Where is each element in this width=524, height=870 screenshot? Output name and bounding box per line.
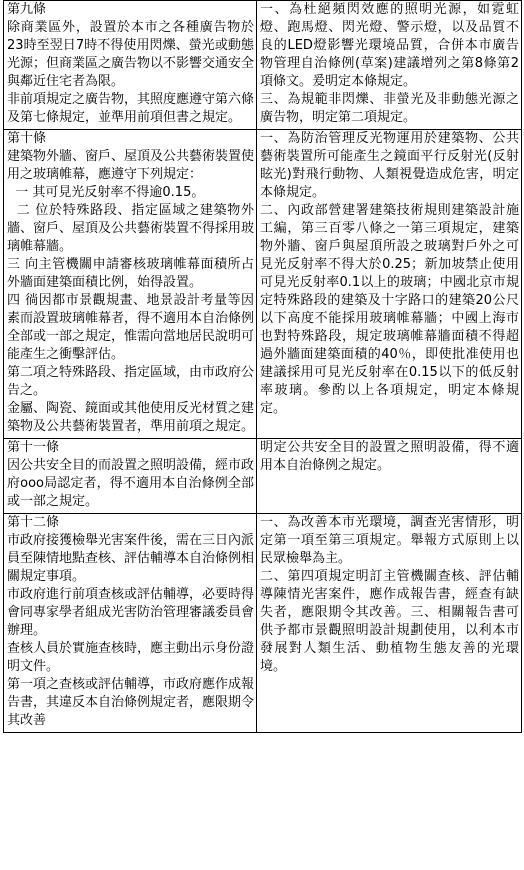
article-item: 三 向主管機關申請審核玻璃帷幕面積所占外牆面建築面積比例，始得設置。 <box>7 257 254 290</box>
explanation-cell <box>257 439 522 514</box>
explanation-paragraph: 一、為杜絕頻閃效應的照明光源，如霓虹燈、跑馬燈、閃光燈、警示燈，以及品質不良的LED燈影響光環境品質，合併本市廣告物管理自治條例(草案)建議增列之第8條第2項條文。爰明定本條規定。 <box>260 2 519 89</box>
table-row <box>4 439 522 514</box>
article-paragraph: 建築物外牆、窗戶、屋頂及公共藝術裝置使用之玻璃帷幕，應遵守下列規定： <box>7 149 255 182</box>
explanation-cell <box>257 514 522 733</box>
regulation-comparison-table <box>3 0 522 733</box>
article-cell <box>4 514 257 733</box>
article-item: 二 位於特殊路段、指定區域之建築物外牆、窗戶、屋頂及公共藝術裝置不得採用玻璃帷幕牆。 <box>7 203 255 254</box>
article-paragraph: 第二項之特殊路段、指定區域，由市政府公告之。 <box>7 365 255 398</box>
explanation-paragraph: 一、為改善本市光環境，調查光害情形，明定第一項至第三項規定。舉報方式原則上以民眾檢舉為主。 <box>260 515 519 566</box>
explanation-paragraph: 二、內政部營建署建築技術規則建築設計施工編，第三百零八條之一第三項規定，建築物外牆、窗戶與屋頂所設之玻璃對戶外之可見光反射率不得大於0.25；新加坡禁止使用可見光反射率0.1以上的玻璃；中國北京市規定特殊路段的建築及十字路口的建築20公尺以下高度不能採用玻璃帷幕牆；中國上海市也對特殊路段，規定玻璃帷幕牆面積不得超過外牆面建築面積的40％，即使批准使用也建議採用可見光反射率在0.15以下的低反射率玻璃。參酌以上各項規定，明定本條規定。 <box>260 203 519 416</box>
article-paragraph: 市政府接獲檢舉光害案件後，需在三日內派員至陳情地點查核、評估輔導本自治條例相關規定事項。 <box>7 533 255 584</box>
article-heading: 第十條 <box>7 131 47 146</box>
explanation-cell <box>257 1 522 130</box>
article-item: 一 其可見光反射率不得逾0.15。 <box>7 185 205 200</box>
article-item: 四 徜因都市景觀規畫、地景設計考量等因素而設置玻璃帷幕者，得不適用本自治條例全部或一部之規定，惟需向當地居民說明可能產生之衝擊評估。 <box>7 293 255 362</box>
table-row <box>4 1 522 130</box>
article-heading: 第九條 <box>7 2 47 17</box>
explanation-cell <box>257 130 522 439</box>
article-paragraph: 非前項規定之廣告物，其照度應遵守第六條及第七條規定，並準用前項但書之規定。 <box>7 92 255 125</box>
table-row <box>4 130 522 439</box>
article-cell <box>4 439 257 514</box>
article-paragraph: 第一項之查核或評估輔導，市政府應作成報告書，其違反本自治條例規定者，應限期令其改善 <box>7 677 255 728</box>
article-paragraph: 金屬、陶瓷、鏡面或其他使用反光材質之建築物及公共藝術裝置者，準用前項之規定。 <box>7 401 255 434</box>
explanation-paragraph: 一、為防治管理反光物運用於建築物、公共藝術裝置所可能產生之鏡面平行反射光(反射眩光)對飛行動物、人類視覺造成危害，明定本條規定。 <box>260 131 519 200</box>
explanation-paragraph: 明定公共安全目的設置之照明設備，得不適用本自治條例之規定。 <box>260 440 519 473</box>
article-paragraph: 因公共安全目的而設置之照明設備，經市政府ooo局認定者，得不適用本自治條例全部或一部之規定。 <box>7 458 255 509</box>
table-row <box>4 514 522 733</box>
article-paragraph: 除商業區外，設置於本市之各種廣告物於23時至翌日7時不得使用閃爍、螢光或動態光源；但商業區之廣告物以不影響交通安全與鄰近住宅者為限。 <box>7 20 255 89</box>
article-paragraph: 查核人員於實施查核時，應主動出示身份證明文件。 <box>7 641 255 674</box>
explanation-paragraph: 三、為規範非閃爍、非螢光及非動態光源之廣告物，明定第二項規定。 <box>260 92 519 125</box>
article-cell <box>4 1 257 130</box>
article-paragraph: 市政府進行前項查核或評估輔導，必要時得會同專家學者組成光害防治管理審議委員會辦理。 <box>7 587 255 638</box>
explanation-paragraph: 二、第四項規定明訂主管機關查核、評估輔導陳情光害案件，應作成報告書，經查有缺失者，應限期令其改善。三、相關報告書可供予都市景觀照明設計規劃使用，以利本市發展對人類生活、動植物生態友善的光環境。 <box>260 569 519 674</box>
article-heading: 第十二條 <box>7 515 60 530</box>
article-heading: 第十一條 <box>7 440 60 455</box>
article-cell <box>4 130 257 439</box>
